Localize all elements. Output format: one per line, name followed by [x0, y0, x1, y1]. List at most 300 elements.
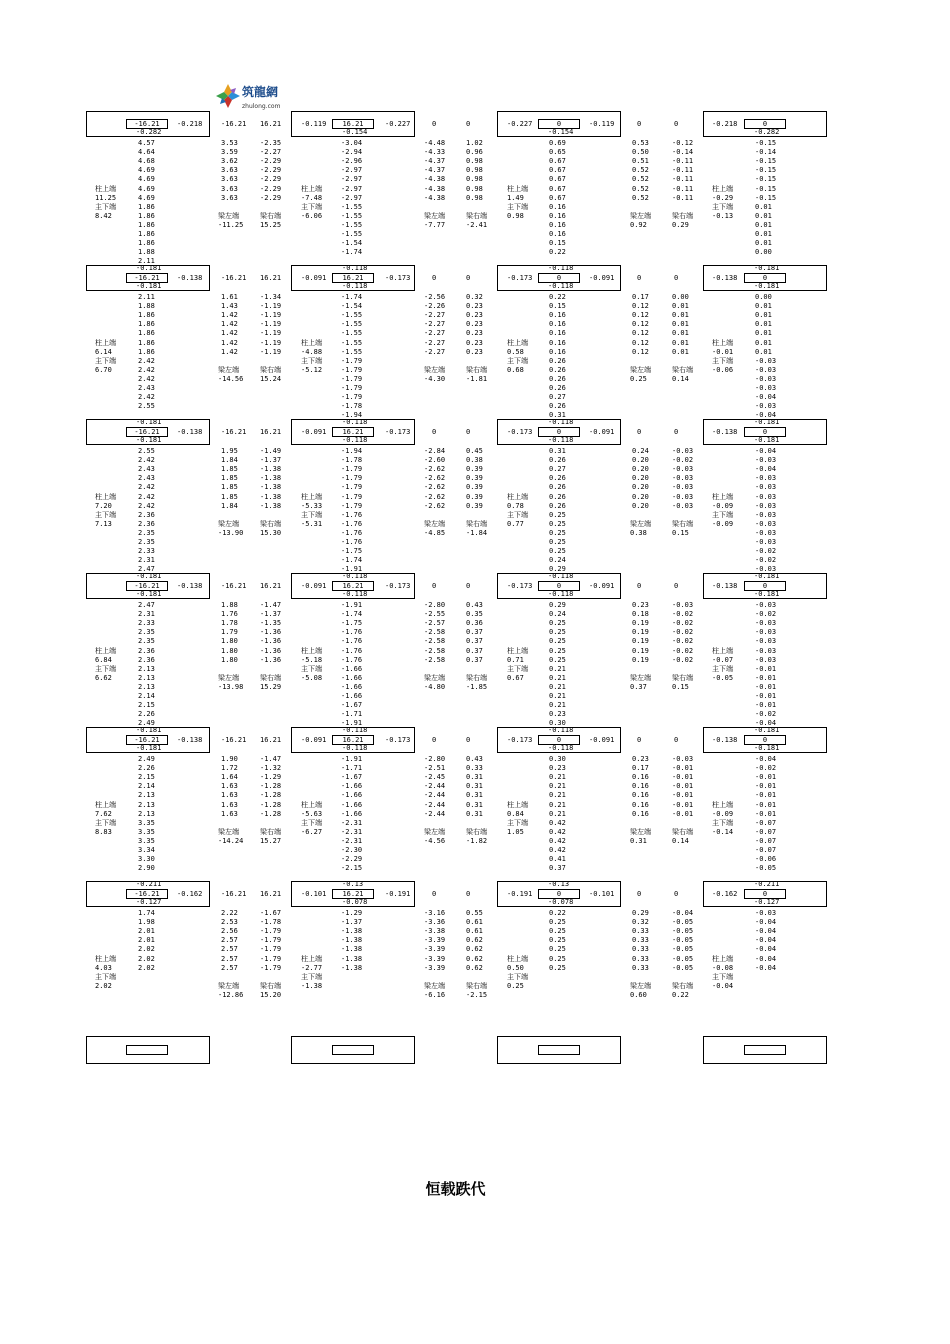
beam-iteration-value: 1.42 [221, 338, 238, 347]
column-iteration-value: -1.55 [341, 347, 363, 356]
column-iteration-value: 2.90 [138, 864, 155, 873]
column-top-moment: 4.03 [95, 963, 112, 972]
distribution-factor-below: -0.181 [136, 590, 162, 598]
beam-iteration-value: -0.05 [672, 918, 694, 927]
side-factor: -0.173 [507, 274, 533, 282]
beam-iteration-value: 0.12 [632, 311, 649, 320]
beam-left-label: 梁左端 [424, 673, 445, 682]
column-iteration-value: -1.76 [341, 637, 363, 646]
column-iteration-value: 2.14 [138, 692, 155, 700]
column-top-label: 柱上端 [712, 184, 733, 193]
column-iteration-value: -1.79 [341, 365, 363, 374]
joint-moment-box: 16.21 [332, 273, 374, 283]
beam-iteration-value: -1.47 [260, 601, 282, 609]
column-iteration-value: 1.86 [138, 329, 155, 338]
beam-iteration-value: 1.63 [221, 782, 238, 791]
column-iteration-value: -0.03 [755, 483, 777, 492]
column-bottom-moment: 6.70 [95, 365, 112, 374]
column-iteration-value: 0.31 [549, 411, 566, 420]
beam-right-moment: -1.84 [466, 528, 488, 537]
column-iteration-value: 0.26 [549, 456, 566, 465]
column-iteration-value: 0.26 [549, 402, 566, 411]
beam-iteration-value: -2.84 [424, 447, 446, 455]
beam-iteration-value: -2.56 [424, 293, 446, 301]
column-iteration-value: -0.07 [755, 818, 777, 827]
beam-iteration-value: 0.01 [672, 329, 689, 338]
column-iteration-value: 0.23 [549, 710, 566, 719]
column-iteration-value: -0.03 [755, 510, 777, 519]
column-iteration-value: 0.01 [755, 311, 772, 320]
column-iteration-value: -1.79 [341, 384, 363, 392]
beam-iteration-value: -2.44 [424, 800, 446, 809]
beam-iteration-value: 0.23 [466, 338, 483, 347]
column-iteration-value: 0.29 [549, 601, 566, 609]
side-factor: -0.091 [301, 582, 327, 590]
beam-iteration-value: 0.62 [466, 963, 483, 972]
column-iteration-value: 0.16 [549, 320, 566, 329]
column-iteration-value: -0.03 [755, 628, 777, 637]
column-iteration-value: -1.79 [341, 465, 363, 474]
column-iteration-value: -0.03 [755, 365, 777, 374]
column-top-label: 柱上端 [507, 492, 528, 501]
column-top-label: 柱上端 [95, 954, 116, 963]
beam-iteration-value: -1.79 [260, 954, 282, 963]
column-iteration-value: -1.38 [341, 927, 363, 936]
side-factor: -0.091 [301, 736, 327, 744]
column-iteration-value: -1.74 [341, 556, 363, 565]
beam-iteration-value: 0.98 [466, 184, 483, 193]
beam-left-moment: 0.31 [630, 836, 647, 845]
column-iteration-value: 0.21 [549, 701, 566, 710]
column-iteration-value: -0.01 [755, 809, 777, 818]
distribution-factor-above: -0.181 [136, 726, 162, 734]
beam-iteration-value: -1.47 [260, 755, 282, 763]
beam-fixed-moment: -16.21 [221, 890, 247, 898]
beam-right-moment: 15.30 [260, 528, 282, 537]
column-bottom-label: 主下端 [95, 818, 116, 827]
column-iteration-value: -1.74 [341, 610, 363, 619]
column-iteration-value: -0.03 [755, 384, 777, 392]
beam-iteration-value: -2.29 [260, 157, 282, 166]
beam-iteration-value: -4.38 [424, 193, 446, 202]
column-bottom-label: 主下端 [712, 664, 733, 673]
column-iteration-value: 0.25 [549, 547, 566, 556]
beam-iteration-value: 0.01 [672, 347, 689, 356]
beam-iteration-value: -1.29 [260, 773, 282, 782]
column-bottom-moment: -0.04 [712, 981, 734, 990]
beam-left-label: 梁左端 [218, 365, 239, 374]
beam-iteration-value: -3.39 [424, 954, 446, 963]
column-iteration-value: -1.67 [341, 701, 363, 710]
beam-right-label: 梁右端 [672, 827, 693, 836]
column-iteration-value: -0.07 [755, 846, 777, 854]
column-iteration-value: 2.33 [138, 547, 155, 556]
beam-iteration-value: -2.29 [260, 184, 282, 193]
joint-moment-box: 0 [538, 273, 580, 283]
side-factor: -0.173 [385, 582, 411, 590]
column-top-label: 柱上端 [95, 492, 116, 501]
beam-iteration-value: -2.29 [260, 166, 282, 175]
column-iteration-value: 1.74 [138, 909, 155, 917]
column-iteration-value: 0.01 [755, 302, 772, 311]
column-iteration-value: 4.69 [138, 166, 155, 175]
beam-right-label: 梁右端 [260, 981, 281, 990]
beam-iteration-value: -2.44 [424, 782, 446, 791]
column-top-label: 柱上端 [712, 800, 733, 809]
beam-iteration-value: 3.59 [221, 148, 238, 157]
beam-fixed-moment: 0 [432, 582, 437, 590]
beam-iteration-value: -1.34 [260, 293, 282, 301]
beam-iteration-value: 0.62 [466, 945, 483, 954]
distribution-factor-below: -0.282 [754, 128, 780, 136]
column-bottom-moment: 1.05 [507, 827, 524, 836]
beam-right-label: 梁右端 [260, 673, 281, 682]
column-iteration-value: 0.16 [549, 230, 566, 238]
beam-iteration-value: -2.44 [424, 809, 446, 818]
side-factor: -0.227 [385, 120, 411, 128]
column-iteration-value: -0.04 [755, 945, 777, 954]
beam-right-label: 梁右端 [260, 211, 281, 220]
beam-right-label: 梁右端 [466, 673, 487, 682]
distribution-factor-above: -0.13 [548, 880, 570, 888]
column-top-label: 柱上端 [301, 800, 322, 809]
beam-iteration-value: -4.38 [424, 184, 446, 193]
column-iteration-value: -1.38 [341, 936, 363, 945]
column-top-moment: -0.08 [712, 963, 734, 972]
beam-iteration-value: -3.39 [424, 963, 446, 972]
beam-iteration-value: -0.02 [672, 456, 694, 465]
column-iteration-value: 0.01 [755, 211, 772, 220]
column-iteration-value: 0.00 [755, 248, 772, 257]
joint-moment-box: 0 [744, 273, 786, 283]
column-iteration-value: 2.42 [138, 374, 155, 383]
beam-iteration-value: 0.37 [466, 628, 483, 637]
column-iteration-value: -3.04 [341, 139, 363, 147]
column-iteration-value: 2.11 [138, 293, 155, 301]
column-iteration-value: -1.29 [341, 909, 363, 917]
beam-iteration-value: 0.62 [466, 936, 483, 945]
beam-iteration-value: 0.62 [466, 954, 483, 963]
beam-left-moment: -4.56 [424, 836, 446, 845]
column-iteration-value: 1.86 [138, 211, 155, 220]
beam-right-moment: -1.81 [466, 374, 488, 383]
beam-iteration-value: 0.20 [632, 501, 649, 510]
beam-iteration-value: -4.37 [424, 166, 446, 175]
beam-iteration-value: -0.02 [672, 619, 694, 628]
column-bottom-moment: -5.12 [301, 365, 323, 374]
beam-iteration-value: 0.98 [466, 175, 483, 184]
beam-iteration-value: 0.23 [632, 755, 649, 763]
side-factor: -0.173 [507, 736, 533, 744]
beam-left-moment: -14.56 [218, 374, 244, 383]
column-iteration-value: 2.13 [138, 682, 155, 691]
distribution-factor-above: -0.181 [754, 264, 780, 272]
beam-fixed-moment: -16.21 [221, 582, 247, 590]
column-iteration-value: -0.02 [755, 556, 777, 565]
beam-left-moment: -7.77 [424, 220, 446, 229]
beam-iteration-value: 0.39 [466, 474, 483, 483]
beam-iteration-value: -4.37 [424, 157, 446, 166]
beam-left-label: 梁左端 [424, 211, 445, 220]
column-iteration-value: -0.02 [755, 547, 777, 556]
beam-iteration-value: 1.80 [221, 655, 238, 664]
beam-right-moment: -1.85 [466, 682, 488, 691]
beam-fixed-moment: 0 [432, 274, 437, 282]
beam-iteration-value: 2.57 [221, 954, 238, 963]
beam-iteration-value: -2.27 [424, 320, 446, 329]
column-iteration-value: -1.55 [341, 311, 363, 320]
beam-fixed-moment: 0 [466, 890, 471, 898]
column-iteration-value: 2.36 [138, 510, 155, 519]
column-bottom-label: 主下端 [95, 972, 116, 981]
distribution-factor-above: -0.118 [342, 264, 368, 272]
column-iteration-value: -0.03 [755, 519, 777, 528]
base-support-inner-box [744, 1045, 786, 1055]
beam-iteration-value: 0.20 [632, 474, 649, 483]
base-support-inner-box [538, 1045, 580, 1055]
beam-iteration-value: -1.28 [260, 782, 282, 791]
column-top-moment: -0.29 [712, 193, 734, 202]
side-factor: -0.173 [507, 428, 533, 436]
column-iteration-value: -0.04 [755, 936, 777, 945]
column-iteration-value: 2.42 [138, 492, 155, 501]
beam-iteration-value: 0.52 [632, 184, 649, 193]
beam-fixed-moment: 0 [674, 120, 679, 128]
column-iteration-value: 0.30 [549, 719, 566, 728]
column-iteration-value: -1.75 [341, 547, 363, 556]
beam-iteration-value: -2.51 [424, 764, 446, 773]
beam-iteration-value: 0.35 [466, 610, 483, 619]
column-bottom-label: 主下端 [712, 818, 733, 827]
distribution-factor-below: -0.181 [754, 590, 780, 598]
joint-moment-box: -16.21 [126, 735, 168, 745]
beam-iteration-value: -0.11 [672, 175, 694, 184]
column-iteration-value: -0.03 [755, 501, 777, 510]
column-iteration-value: 0.67 [549, 193, 566, 202]
beam-iteration-value: 0.12 [632, 320, 649, 329]
beam-iteration-value: 1.80 [221, 637, 238, 646]
column-top-label: 柱上端 [301, 492, 322, 501]
beam-iteration-value: 0.39 [466, 465, 483, 474]
column-iteration-value: -1.55 [341, 320, 363, 329]
column-iteration-value: -2.31 [341, 827, 363, 836]
column-iteration-value: 2.42 [138, 365, 155, 374]
column-iteration-value: 2.11 [138, 257, 155, 266]
column-bottom-label: 主下端 [507, 202, 528, 211]
column-iteration-value: -0.02 [755, 764, 777, 773]
beam-right-label: 梁右端 [260, 365, 281, 374]
beam-fixed-moment: 0 [466, 736, 471, 744]
beam-iteration-value: -0.03 [672, 492, 694, 501]
column-iteration-value: -1.66 [341, 782, 363, 791]
beam-left-label: 梁左端 [630, 981, 651, 990]
beam-left-moment: -12.86 [218, 990, 244, 999]
column-iteration-value: 0.21 [549, 782, 566, 791]
column-iteration-value: 2.31 [138, 556, 155, 565]
beam-fixed-moment: 0 [637, 274, 642, 282]
beam-iteration-value: 0.20 [632, 456, 649, 465]
column-iteration-value: 0.01 [755, 347, 772, 356]
distribution-factor-below: -0.181 [136, 744, 162, 752]
beam-iteration-value: -0.02 [672, 628, 694, 637]
beam-iteration-value: -2.29 [260, 175, 282, 184]
column-iteration-value: 2.35 [138, 528, 155, 537]
beam-iteration-value: 2.57 [221, 945, 238, 954]
side-factor: -0.091 [301, 274, 327, 282]
column-bottom-moment: -6.06 [301, 211, 323, 220]
beam-iteration-value: 1.85 [221, 492, 238, 501]
beam-iteration-value: -3.36 [424, 918, 446, 927]
column-bottom-moment: 8.83 [95, 827, 112, 836]
column-top-moment: 7.20 [95, 501, 112, 510]
beam-iteration-value: 1.85 [221, 483, 238, 492]
beam-iteration-value: -0.03 [672, 483, 694, 492]
beam-left-moment: 0.38 [630, 528, 647, 537]
column-iteration-value: 0.26 [549, 356, 566, 365]
column-iteration-value: -2.97 [341, 184, 363, 193]
column-iteration-value: 0.26 [549, 501, 566, 510]
column-iteration-value: -1.66 [341, 673, 363, 682]
column-iteration-value: 3.30 [138, 855, 155, 864]
distribution-factor-above: -0.181 [754, 726, 780, 734]
beam-iteration-value: 2.56 [221, 927, 238, 936]
beam-iteration-value: -0.11 [672, 184, 694, 193]
beam-iteration-value: -1.79 [260, 945, 282, 954]
column-iteration-value: 0.25 [549, 519, 566, 528]
column-top-label: 柱上端 [301, 954, 322, 963]
column-top-label: 柱上端 [301, 184, 322, 193]
column-top-moment: -7.48 [301, 193, 323, 202]
column-iteration-value: -0.04 [755, 411, 777, 420]
column-iteration-value: -0.03 [755, 374, 777, 383]
column-iteration-value: 1.86 [138, 239, 155, 248]
beam-iteration-value: -2.27 [424, 329, 446, 338]
column-iteration-value: -1.55 [341, 211, 363, 220]
column-iteration-value: 3.35 [138, 818, 155, 827]
column-iteration-value: 0.16 [549, 338, 566, 347]
beam-iteration-value: 0.01 [672, 302, 689, 311]
column-iteration-value: 0.41 [549, 855, 566, 864]
side-factor: -0.173 [385, 736, 411, 744]
beam-right-moment: 15.25 [260, 220, 282, 229]
column-iteration-value: -0.01 [755, 664, 777, 673]
beam-iteration-value: -1.19 [260, 302, 282, 311]
beam-iteration-value: -2.55 [424, 610, 446, 619]
column-bottom-label: 主下端 [301, 202, 322, 211]
beam-iteration-value: -1.28 [260, 791, 282, 800]
beam-iteration-value: -1.38 [260, 492, 282, 501]
beam-iteration-value: 0.98 [466, 193, 483, 202]
logo-url-text: zhulong.com [242, 103, 281, 110]
beam-iteration-value: 2.57 [221, 963, 238, 972]
column-iteration-value: -0.03 [755, 565, 777, 574]
column-iteration-value: -0.07 [755, 827, 777, 836]
column-iteration-value: 4.57 [138, 139, 155, 147]
column-iteration-value: -1.37 [341, 918, 363, 927]
beam-fixed-moment: -16.21 [221, 736, 247, 744]
distribution-factor-above: -0.118 [548, 418, 574, 426]
column-iteration-value: -1.38 [341, 945, 363, 954]
column-iteration-value: -1.66 [341, 664, 363, 673]
beam-iteration-value: -1.38 [260, 465, 282, 474]
column-bottom-moment: 0.68 [507, 365, 524, 374]
column-iteration-value: 1.86 [138, 202, 155, 211]
column-iteration-value: 2.13 [138, 664, 155, 673]
document-caption: 恒载跌代 [425, 1180, 486, 1198]
column-iteration-value: 0.27 [549, 465, 566, 474]
column-iteration-value: 2.01 [138, 927, 155, 936]
beam-iteration-value: -3.16 [424, 909, 446, 917]
column-iteration-value: 1.86 [138, 347, 155, 356]
side-factor: -0.119 [301, 120, 327, 128]
beam-iteration-value: -1.36 [260, 646, 282, 655]
beam-iteration-value: -0.01 [672, 773, 694, 782]
column-iteration-value: 2.42 [138, 456, 155, 465]
column-bottom-label: 主下端 [712, 510, 733, 519]
beam-iteration-value: 0.12 [632, 347, 649, 356]
beam-left-moment: -11.25 [218, 220, 244, 229]
beam-iteration-value: -0.01 [672, 800, 694, 809]
beam-left-label: 梁左端 [218, 673, 239, 682]
beam-iteration-value: 0.52 [632, 193, 649, 202]
beam-iteration-value: 1.85 [221, 474, 238, 483]
beam-iteration-value: 0.01 [672, 320, 689, 329]
beam-fixed-moment: 0 [674, 736, 679, 744]
column-iteration-value: 0.22 [549, 909, 566, 917]
column-iteration-value: 0.21 [549, 800, 566, 809]
beam-iteration-value: 0.16 [632, 809, 649, 818]
beam-iteration-value: 0.12 [632, 338, 649, 347]
beam-iteration-value: -1.79 [260, 963, 282, 972]
beam-iteration-value: 2.22 [221, 909, 238, 917]
column-iteration-value: 0.21 [549, 692, 566, 700]
column-iteration-value: 2.42 [138, 501, 155, 510]
logo-chinese-text: 筑龍網 [242, 85, 279, 99]
base-support-inner-box [332, 1045, 374, 1055]
beam-iteration-value: 0.23 [466, 347, 483, 356]
beam-right-moment: 0.15 [672, 528, 689, 537]
column-iteration-value: 2.42 [138, 483, 155, 492]
distribution-factor-above: -0.181 [754, 572, 780, 580]
column-iteration-value: -1.66 [341, 682, 363, 691]
beam-fixed-moment: 0 [674, 274, 679, 282]
column-iteration-value: 0.01 [755, 230, 772, 238]
column-iteration-value: 0.26 [549, 492, 566, 501]
side-factor: -0.138 [177, 736, 203, 744]
column-iteration-value: -2.31 [341, 818, 363, 827]
side-factor: -0.101 [589, 890, 615, 898]
beam-iteration-value: 0.32 [632, 918, 649, 927]
column-iteration-value: 0.26 [549, 374, 566, 383]
side-factor: -0.138 [712, 582, 738, 590]
side-factor: -0.218 [177, 120, 203, 128]
column-iteration-value: -2.15 [341, 864, 363, 873]
column-iteration-value: 0.25 [549, 619, 566, 628]
column-iteration-value: 2.35 [138, 628, 155, 637]
column-bottom-label: 主下端 [301, 818, 322, 827]
column-iteration-value: -0.04 [755, 447, 777, 455]
column-bottom-label: 主下端 [95, 510, 116, 519]
beam-iteration-value: 0.20 [632, 483, 649, 492]
column-iteration-value: 0.25 [549, 954, 566, 963]
beam-iteration-value: 1.61 [221, 293, 238, 301]
column-iteration-value: 2.43 [138, 465, 155, 474]
beam-iteration-value: -0.03 [672, 447, 694, 455]
column-bottom-moment: 0.77 [507, 519, 524, 528]
column-iteration-value: 0.26 [549, 365, 566, 374]
beam-iteration-value: -0.03 [672, 465, 694, 474]
column-iteration-value: 0.25 [549, 655, 566, 664]
